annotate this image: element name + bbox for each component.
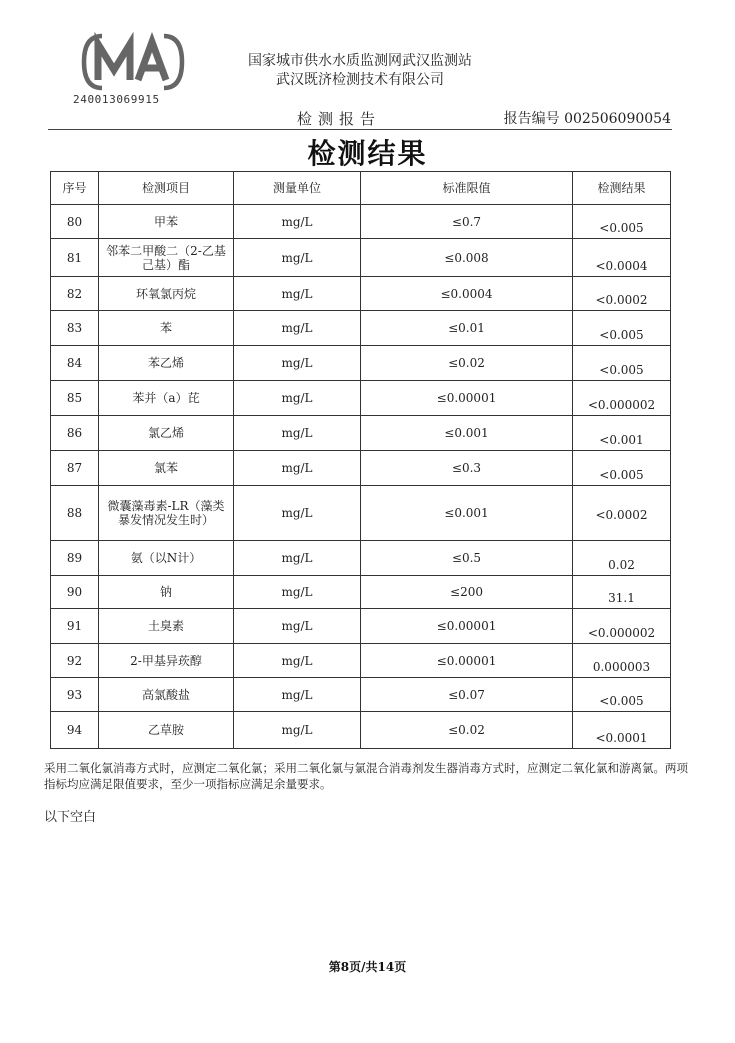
cell-result: <0.0001	[573, 712, 671, 749]
cell-no: 87	[51, 451, 99, 486]
table-row	[51, 609, 671, 644]
cell-item: 氨（以N计）	[99, 541, 234, 576]
cell-result: <0.0002	[573, 486, 671, 541]
cell-limit: ≤0.7	[361, 205, 573, 239]
cell-no: 80	[51, 205, 99, 239]
cell-unit: mg/L	[234, 277, 361, 311]
cell-no: 84	[51, 346, 99, 381]
col-header-unit: 测量单位	[234, 172, 361, 205]
cell-unit: mg/L	[234, 311, 361, 346]
cell-limit: ≤0.5	[361, 541, 573, 576]
cell-result: <0.005	[573, 451, 671, 486]
cell-item: 邻苯二甲酸二（2-乙基己基）酯	[99, 239, 234, 277]
table-row	[51, 451, 671, 486]
cma-number: 240013069915	[73, 93, 160, 106]
table-row	[51, 678, 671, 712]
cell-unit: mg/L	[234, 205, 361, 239]
cell-no: 81	[51, 239, 99, 277]
cell-no: 85	[51, 381, 99, 416]
cell-item: 甲苯	[99, 205, 234, 239]
cell-unit: mg/L	[234, 486, 361, 541]
table-row	[51, 541, 671, 576]
cell-unit: mg/L	[234, 609, 361, 644]
cell-result: <0.000002	[573, 609, 671, 644]
cell-limit: ≤0.02	[361, 712, 573, 749]
cell-unit: mg/L	[234, 451, 361, 486]
cell-limit: ≤0.001	[361, 416, 573, 451]
results-table	[50, 171, 671, 749]
cma-logo	[80, 32, 186, 92]
header-rule	[48, 129, 672, 130]
table-row	[51, 416, 671, 451]
col-header-item: 检测项目	[99, 172, 234, 205]
table-row	[51, 381, 671, 416]
page-heading: 检测结果	[307, 137, 428, 170]
cell-item: 苯并（a）芘	[99, 381, 234, 416]
cell-item: 钠	[99, 576, 234, 609]
cell-result: <0.0004	[573, 239, 671, 277]
cell-no: 89	[51, 541, 99, 576]
table-row	[51, 576, 671, 609]
cell-item: 氯苯	[99, 451, 234, 486]
report-number	[504, 108, 671, 128]
cell-limit: ≤0.001	[361, 486, 573, 541]
cell-no: 92	[51, 644, 99, 678]
col-header-limit: 标准限值	[361, 172, 573, 205]
cell-result: <0.000002	[573, 381, 671, 416]
cell-limit: ≤0.0004	[361, 277, 573, 311]
cell-no: 94	[51, 712, 99, 749]
cell-item: 高氯酸盐	[99, 678, 234, 712]
cell-unit: mg/L	[234, 576, 361, 609]
page-indicator: 第8页/共14页	[328, 960, 407, 974]
table-row	[51, 311, 671, 346]
blank-below-note: 以下空白	[44, 810, 97, 825]
cell-limit: ≤0.07	[361, 678, 573, 712]
cell-limit: ≤0.01	[361, 311, 573, 346]
table-row	[51, 205, 671, 239]
cell-result: <0.005	[573, 311, 671, 346]
cell-limit: ≤0.008	[361, 239, 573, 277]
cell-limit: ≤0.3	[361, 451, 573, 486]
cell-item: 苯	[99, 311, 234, 346]
cell-item: 苯乙烯	[99, 346, 234, 381]
cell-unit: mg/L	[234, 678, 361, 712]
cell-result: 0.000003	[573, 644, 671, 678]
org-name-line1: 国家城市供水水质监测网武汉监测站	[248, 53, 472, 69]
cell-result: <0.005	[573, 205, 671, 239]
cell-result: <0.005	[573, 346, 671, 381]
cell-limit: ≤0.00001	[361, 609, 573, 644]
cell-unit: mg/L	[234, 541, 361, 576]
cell-result: 31.1	[573, 576, 671, 609]
report-title: 检测报告	[297, 110, 382, 128]
cell-no: 91	[51, 609, 99, 644]
cell-item: 2-甲基异莰醇	[99, 644, 234, 678]
table-row	[51, 712, 671, 749]
cell-result: <0.0002	[573, 277, 671, 311]
table-row	[51, 277, 671, 311]
table-row	[51, 486, 671, 541]
cell-item: 微囊藻毒素-LR（藻类暴发情况发生时）	[99, 486, 234, 541]
cell-item: 土臭素	[99, 609, 234, 644]
disinfection-note: 采用二氧化氯消毒方式时，应测定二氧化氯；采用二氧化氯与氯混合消毒剂发生器消毒方式时，应测定二氧化氯和游离氯。两项指标均应满足限值要求，至少一项指标应满足余量要求。	[44, 761, 688, 791]
report-number-value: 002506090054	[564, 111, 671, 127]
cell-unit: mg/L	[234, 239, 361, 277]
col-header-no: 序号	[51, 172, 99, 205]
cell-result: <0.001	[573, 416, 671, 451]
cell-limit: ≤0.02	[361, 346, 573, 381]
table-row	[51, 239, 671, 277]
cell-unit: mg/L	[234, 346, 361, 381]
cell-no: 88	[51, 486, 99, 541]
cell-no: 86	[51, 416, 99, 451]
cell-limit: ≤200	[361, 576, 573, 609]
cell-unit: mg/L	[234, 712, 361, 749]
cell-item: 氯乙烯	[99, 416, 234, 451]
cell-item: 环氧氯丙烷	[99, 277, 234, 311]
cell-unit: mg/L	[234, 381, 361, 416]
table-row	[51, 346, 671, 381]
cell-limit: ≤0.00001	[361, 644, 573, 678]
report-number-label: 报告编号	[503, 111, 560, 127]
cell-result: <0.005	[573, 678, 671, 712]
cell-unit: mg/L	[234, 644, 361, 678]
cell-no: 90	[51, 576, 99, 609]
cell-result: 0.02	[573, 541, 671, 576]
cell-item: 乙草胺	[99, 712, 234, 749]
cell-no: 83	[51, 311, 99, 346]
cell-limit: ≤0.00001	[361, 381, 573, 416]
table-row	[51, 644, 671, 678]
col-header-result: 检测结果	[573, 172, 671, 205]
org-name-line2: 武汉既济检测技术有限公司	[276, 72, 444, 88]
cell-no: 93	[51, 678, 99, 712]
cell-unit: mg/L	[234, 416, 361, 451]
cell-no: 82	[51, 277, 99, 311]
table-header-row	[51, 172, 671, 205]
